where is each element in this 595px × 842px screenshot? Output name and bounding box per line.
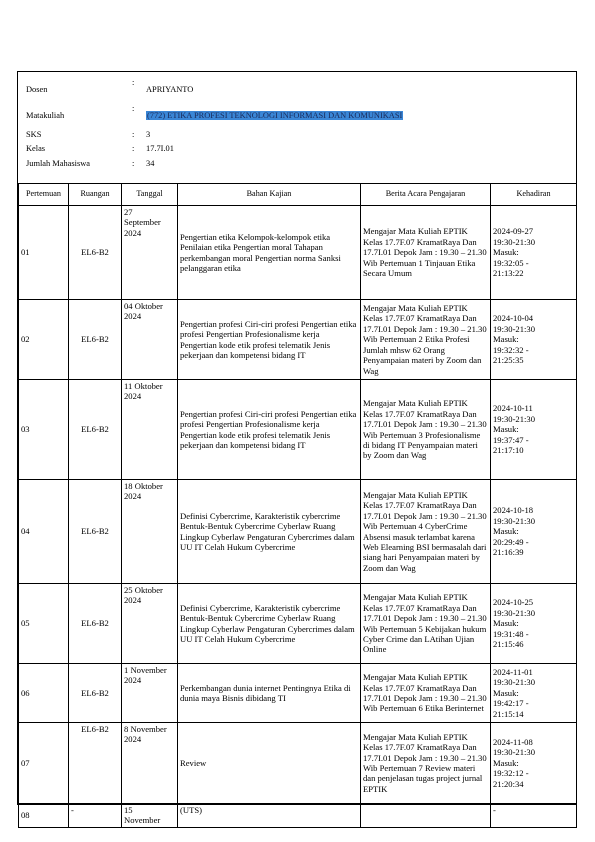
cell-bahan-kajian: Pengertian etika Kelompok-kelompok etika Penilaian etika Pengertian moral Tahapan perkembangan moral Pengertian norma Sanksi pelanggaran etika (178, 206, 361, 300)
cell-kehadiran: - (491, 804, 577, 828)
cell-pertemuan: 08 (19, 804, 69, 828)
cell-ruangan: EL6-B2 (69, 480, 122, 584)
cell-tanggal: 8 November 2024 (122, 723, 178, 804)
cell-bahan-kajian: Definisi Cybercrime, Karakteristik cybercrime Bentuk-Bentuk Cybercrime Cyberlaw Ruang Lingkup Cyberlaw Pengaturan Cybercrimes dalam UU IT Celah Hukum Cybercrime (178, 584, 361, 664)
cell-pertemuan: 04 (19, 480, 69, 584)
cell-tanggal: 15 November (122, 804, 178, 828)
cell-kehadiran: 2024-11-08 19:30-21:30 Masuk: 19:32:12 - 21:20:34 (491, 723, 577, 804)
matakuliah-highlight: (772) ETIKA PROFESI TEKNOLOGI INFORMASI DAN KOMUNIKASI (147, 111, 403, 120)
col-header-berita-acara: Berita Acara Pengajaran (361, 184, 491, 206)
cell-pertemuan: 02 (19, 300, 69, 380)
cell-tanggal: 25 Oktober 2024 (122, 584, 178, 664)
cell-bahan-kajian: Review (178, 723, 361, 804)
sks-value: 3 (146, 130, 151, 139)
sks-label: SKS (26, 130, 42, 139)
jumlah-value: 34 (146, 159, 155, 168)
table-row (19, 723, 577, 804)
sks-colon: : (132, 130, 135, 139)
table-header-row (19, 184, 577, 206)
cell-pertemuan: 06 (19, 664, 69, 723)
cell-berita-acara: Mengajar Mata Kuliah EPTIK Kelas 17.7F.07 KramatRaya Dan 17.7I.01 Depok Jam : 19.30 – 21.30 Wib Pertemuan 6 Etika Berinternet (361, 664, 491, 723)
cell-berita-acara: Mengajar Mata Kuliah EPTIK Kelas 17.7F.07 KramatRaya Dan 17.7I.01 Depok Jam : 19.30 – 21.30 Wib Pertemuan 7 Review materi dan penjelasan tugas project jurnal EPTIK (361, 723, 491, 804)
table-row (19, 206, 577, 300)
cell-tanggal: 27 September 2024 (122, 206, 178, 300)
meeting-table (18, 183, 577, 828)
cell-berita-acara: Mengajar Mata Kuliah EPTIK Kelas 17.7F.07 KramatRaya Dan 17.7I.01 Depok Jam : 19.30 – 21.30 Wib Pertemuan 1 Tinjauan Etika Secara Umum (361, 206, 491, 300)
attendance-sheet (17, 71, 577, 826)
cell-kehadiran: 2024-10-11 19:30-21:30 Masuk: 19:37:47 - 21:17:10 (491, 380, 577, 480)
cell-tanggal: 1 November 2024 (122, 664, 178, 723)
cell-ruangan: EL6-B2 (69, 380, 122, 480)
dosen-label: Dosen (26, 85, 48, 94)
cell-berita-acara: Mengajar Mata Kuliah EPTIK Kelas 17.7F.07 KramatRaya Dan 17.7I.01 Depok Jam : 19.30 – 21.30 Wib Pertemuan 2 Etika Profesi Jumlah mhsw 62 Orang Penyampaian materi by Zoom dan Wag (361, 300, 491, 380)
kelas-colon: : (132, 144, 135, 153)
cell-ruangan: EL6-B2 (69, 206, 122, 300)
dosen-value: APRIYANTO (146, 85, 194, 94)
cell-bahan-kajian: Pengertian profesi Ciri-ciri profesi Pengertian etika profesi Pengertian Profesionalisme kerja Pengertian kode etik profesi telematik Jenis pekerjaan dan kompetensi bidang IT (178, 380, 361, 480)
table-row (19, 380, 577, 480)
kelas-value: 17.7I.01 (146, 144, 174, 153)
cell-ruangan: EL6-B2 (69, 584, 122, 664)
jumlah-colon: : (132, 159, 135, 168)
cell-pertemuan: 01 (19, 206, 69, 300)
cell-kehadiran: 2024-10-25 19:30-21:30 Masuk: 19:31:48 - 21:15:46 (491, 584, 577, 664)
dosen-colon: : (132, 78, 135, 87)
matakuliah-value (146, 111, 403, 121)
cell-ruangan: - (69, 804, 122, 828)
cell-ruangan: EL6-B2 (69, 300, 122, 380)
cell-kehadiran: 2024-10-04 19:30-21:30 Masuk: 19:32:32 - 21:25:35 (491, 300, 577, 380)
table-row (19, 584, 577, 664)
cell-bahan-kajian: Pengertian profesi Ciri-ciri profesi Pengertian etika profesi Pengertian Profesionalisme kerja Pengertian kode etik profesi telematik Jenis pekerjaan dan kompetensi bidang IT (178, 300, 361, 380)
col-header-bahan-kajian: Bahan Kajian (178, 184, 361, 206)
jumlah-label: Jumlah Mahasiswa (26, 159, 90, 168)
cell-berita-acara: Mengajar Mata Kuliah EPTIK Kelas 17.7F.07 KramatRaya Dan 17.7I.01 Depok Jam : 19.30 – 21.30 Wib Pertemuan 3 Profesionalisme di bidang IT Penyampaian materi by Zoom dan Wag (361, 380, 491, 480)
cell-berita-acara (361, 804, 491, 828)
table-row (19, 804, 577, 828)
cell-ruangan: EL6-B2 (69, 664, 122, 723)
cell-pertemuan: 03 (19, 380, 69, 480)
cell-tanggal: 04 Oktober 2024 (122, 300, 178, 380)
cell-ruangan: EL6-B2 (69, 723, 122, 804)
col-header-tanggal: Tanggal (122, 184, 178, 206)
cell-kehadiran: 2024-10-18 19:30-21:30 Masuk: 20:29:49 - 21:16:39 (491, 480, 577, 584)
matakuliah-colon: : (132, 104, 135, 113)
cell-pertemuan: 05 (19, 584, 69, 664)
cell-pertemuan: 07 (19, 723, 69, 804)
col-header-ruangan: Ruangan (69, 184, 122, 206)
matakuliah-label: Matakuliah (26, 111, 65, 120)
cell-tanggal: 18 Oktober 2024 (122, 480, 178, 584)
cell-bahan-kajian: Definisi Cybercrime, Karakteristik cybercrime Bentuk-Bentuk Cybercrime Cyberlaw Ruang Lingkup Cyberlaw Pengaturan Cybercrimes dalam UU IT Celah Hukum Cybercrime (178, 480, 361, 584)
table-row (19, 480, 577, 584)
table-row (19, 664, 577, 723)
col-header-kehadiran: Kehadiran (491, 184, 577, 206)
cell-tanggal: 11 Oktober 2024 (122, 380, 178, 480)
kelas-label: Kelas (26, 144, 46, 153)
cell-berita-acara: Mengajar Mata Kuliah EPTIK Kelas 17.7F.07 KramatRaya Dan 17.7I.01 Depok Jam : 19.30 – 21.30 Wib Pertemuan 5 Kebijakan hukum Cyber Crime dan LAtihan Ujian Online (361, 584, 491, 664)
cell-bahan-kajian: Perkembangan dunia internet Pentingnya Etika di dunia maya Bisnis dibidang TI (178, 664, 361, 723)
cell-kehadiran: 2024-09-27 19:30-21:30 Masuk: 19:32:05 - 21:13:22 (491, 206, 577, 300)
course-info-panel (18, 72, 576, 184)
cell-kehadiran: 2024-11-01 19:30-21:30 Masuk: 19:42:17 - 21:15:14 (491, 664, 577, 723)
cell-berita-acara: Mengajar Mata Kuliah EPTIK Kelas 17.7F.07 KramatRaya Dan 17.7I.01 Depok Jam : 19.30 – 21.30 Wib Pertemuan 4 CyberCrime Absensi masuk terlambat karena Web Elearning BSI bermasalah dari siang hari Penyampaian materi by Zoom dan Wag (361, 480, 491, 584)
cell-bahan-kajian: (UTS) (178, 804, 361, 828)
col-header-pertemuan: Pertemuan (19, 184, 69, 206)
table-row (19, 300, 577, 380)
